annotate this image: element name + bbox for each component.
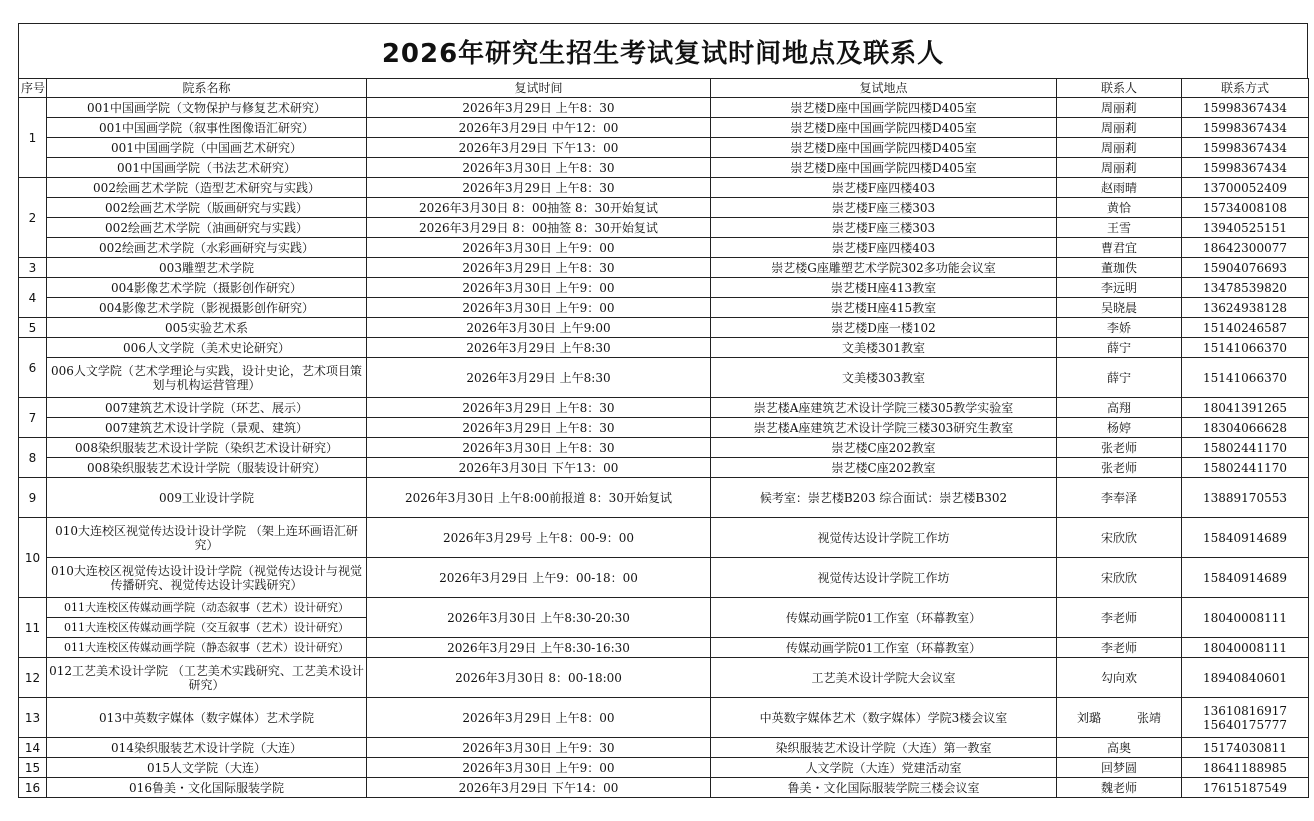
cell-place: 视觉传达设计学院工作坊: [711, 518, 1057, 558]
cell-dept: 005实验艺术系: [47, 318, 367, 338]
cell-contact: 董珈佚: [1057, 258, 1182, 278]
cell-dept: 001中国画学院（中国画艺术研究）: [47, 138, 367, 158]
cell-seq: 12: [19, 658, 47, 698]
cell-contact: 回梦圆: [1057, 758, 1182, 778]
cell-time: 2026年3月29日 下午13：00: [367, 138, 711, 158]
cell-contact: 李远明: [1057, 278, 1182, 298]
cell-phone: 15998367434: [1182, 98, 1309, 118]
cell-time: 2026年3月29日 上午8:30: [367, 358, 711, 398]
cell-time: 2026年3月30日 上午8:30-20:30: [367, 598, 711, 638]
cell-dept: 011大连校区传媒动画学院（静态叙事（艺术）设计研究）: [47, 638, 367, 658]
header-row: [19, 79, 1309, 98]
table-row: [19, 518, 1309, 558]
cell-phone: 15802441170: [1182, 438, 1309, 458]
cell-place: 人文学院（大连）党建活动室: [711, 758, 1057, 778]
table-row: [19, 418, 1309, 438]
cell-dept: 004影像艺术学院（影视摄影创作研究）: [47, 298, 367, 318]
cell-dept: 002绘画艺术学院（版画研究与实践）: [47, 198, 367, 218]
cell-time: 2026年3月29日 上午8：30: [367, 258, 711, 278]
cell-contact: 李老师: [1057, 598, 1182, 638]
cell-seq: 11: [19, 598, 47, 658]
cell-phone: 15140246587: [1182, 318, 1309, 338]
cell-time: 2026年3月30日 上午9:00: [367, 318, 711, 338]
cell-contact: 周丽莉: [1057, 158, 1182, 178]
table-row: [19, 778, 1309, 798]
cell-contact: 宋欣欣: [1057, 518, 1182, 558]
cell-phone: 15998367434: [1182, 118, 1309, 138]
cell-time: 2026年3月30日 上午9：00: [367, 238, 711, 258]
header-place: 复试地点: [711, 79, 1057, 98]
table-row: [19, 138, 1309, 158]
cell-time: 2026年3月30日 上午8:00前报道 8：30开始复试: [367, 478, 711, 518]
cell-dept: 015人文学院（大连）: [47, 758, 367, 778]
cell-phone: 18642300077: [1182, 238, 1309, 258]
cell-dept: 002绘画艺术学院（造型艺术研究与实践）: [47, 178, 367, 198]
cell-seq: 2: [19, 178, 47, 258]
cell-place: 崇艺楼C座202教室: [711, 458, 1057, 478]
cell-time: 2026年3月29日 上午8：30: [367, 98, 711, 118]
table-row: [19, 178, 1309, 198]
cell-phone: 18040008111: [1182, 598, 1309, 638]
table-row: [19, 338, 1309, 358]
cell-time: 2026年3月29日 8：00抽签 8：30开始复试: [367, 218, 711, 238]
cell-seq: 16: [19, 778, 47, 798]
cell-dept: 002绘画艺术学院（水彩画研究与实践）: [47, 238, 367, 258]
cell-seq: 5: [19, 318, 47, 338]
cell-contact: 杨婷: [1057, 418, 1182, 438]
cell-contact: 高奥: [1057, 738, 1182, 758]
cell-time: 2026年3月30日 下午13：00: [367, 458, 711, 478]
cell-dept: 014染织服装艺术设计学院（大连）: [47, 738, 367, 758]
cell-dept: 001中国画学院（书法艺术研究）: [47, 158, 367, 178]
cell-place: 崇艺楼D座中国画学院四楼D405室: [711, 98, 1057, 118]
cell-time: 2026年3月29日 上午8:30: [367, 338, 711, 358]
cell-seq: 15: [19, 758, 47, 778]
cell-phone: 15141066370: [1182, 338, 1309, 358]
cell-time: 2026年3月30日 上午8：30: [367, 438, 711, 458]
table-row: [19, 218, 1309, 238]
cell-seq: 4: [19, 278, 47, 318]
cell-dept: 006人文学院（艺术学理论与实践，设计史论，艺术项目策划与机构运营管理）: [47, 358, 367, 398]
table-row: [19, 238, 1309, 258]
page-title: 2026年研究生招生考试复试时间地点及联系人: [18, 23, 1308, 78]
table-row: [19, 598, 1309, 618]
cell-phone: 13478539820: [1182, 278, 1309, 298]
cell-place: 传媒动画学院01工作室（环幕教室）: [711, 638, 1057, 658]
cell-time: 2026年3月30日 8：00抽签 8：30开始复试: [367, 198, 711, 218]
cell-phone: 15840914689: [1182, 518, 1309, 558]
header-phone: 联系方式: [1182, 79, 1309, 98]
table-row: [19, 698, 1309, 738]
header-dept: 院系名称: [47, 79, 367, 98]
cell-place: 文美楼301教室: [711, 338, 1057, 358]
cell-contact: 吴晓晨: [1057, 298, 1182, 318]
cell-time: 2026年3月29日 上午8：00: [367, 698, 711, 738]
cell-contact: 刘璐 张靖: [1057, 698, 1182, 738]
cell-phone: 15141066370: [1182, 358, 1309, 398]
table-row: [19, 398, 1309, 418]
cell-place: 候考室：崇艺楼B203 综合面试：崇艺楼B302: [711, 478, 1057, 518]
cell-place: 崇艺楼F座四楼403: [711, 178, 1057, 198]
cell-contact: 周丽莉: [1057, 138, 1182, 158]
table-row: [19, 278, 1309, 298]
header-time: 复试时间: [367, 79, 711, 98]
cell-dept: 013中英数字媒体（数字媒体）艺术学院: [47, 698, 367, 738]
cell-place: 崇艺楼C座202教室: [711, 438, 1057, 458]
cell-dept: 009工业设计学院: [47, 478, 367, 518]
table-row: [19, 318, 1309, 338]
cell-contact: 高翔: [1057, 398, 1182, 418]
header-contact: 联系人: [1057, 79, 1182, 98]
cell-phone: 18041391265: [1182, 398, 1309, 418]
cell-dept: 007建筑艺术设计学院（环艺、展示）: [47, 398, 367, 418]
cell-contact: 李老师: [1057, 638, 1182, 658]
cell-contact: 魏老师: [1057, 778, 1182, 798]
cell-time: 2026年3月29日 上午8：30: [367, 418, 711, 438]
cell-phone: 15840914689: [1182, 558, 1309, 598]
cell-seq: 10: [19, 518, 47, 598]
cell-dept: 011大连校区传媒动画学院（动态叙事（艺术）设计研究）: [47, 598, 367, 618]
cell-place: 文美楼303教室: [711, 358, 1057, 398]
table-row: [19, 158, 1309, 178]
cell-dept: 001中国画学院（文物保护与修复艺术研究）: [47, 98, 367, 118]
cell-time: 2026年3月30日 上午9：00: [367, 278, 711, 298]
cell-place: 崇艺楼A座建筑艺术设计学院三楼305教学实验室: [711, 398, 1057, 418]
cell-time: 2026年3月29号 上午8：00-9：00: [367, 518, 711, 558]
table-row: [19, 458, 1309, 478]
cell-contact: 周丽莉: [1057, 118, 1182, 138]
cell-time: 2026年3月29日 下午14：00: [367, 778, 711, 798]
cell-contact: 曹君宜: [1057, 238, 1182, 258]
cell-seq: 13: [19, 698, 47, 738]
cell-time: 2026年3月30日 上午9：30: [367, 738, 711, 758]
spreadsheet: [18, 23, 1308, 798]
schedule-table: [18, 78, 1309, 798]
cell-dept: 002绘画艺术学院（油画研究与实践）: [47, 218, 367, 238]
table-row: [19, 558, 1309, 598]
cell-phone: 15802441170: [1182, 458, 1309, 478]
cell-time: 2026年3月29日 上午8：30: [367, 178, 711, 198]
cell-phone: 15174030811: [1182, 738, 1309, 758]
cell-seq: 7: [19, 398, 47, 438]
cell-dept: 001中国画学院（叙事性图像语汇研究）: [47, 118, 367, 138]
cell-place: 崇艺楼F座三楼303: [711, 198, 1057, 218]
cell-dept: 012工艺美术设计学院 （工艺美术实践研究、工艺美术设计研究）: [47, 658, 367, 698]
cell-place: 染织服装艺术设计学院（大连）第一教室: [711, 738, 1057, 758]
cell-time: 2026年3月30日 8：00-18:00: [367, 658, 711, 698]
header-seq: 序号: [19, 79, 47, 98]
cell-place: 崇艺楼H座415教室: [711, 298, 1057, 318]
cell-time: 2026年3月29日 上午9：00-18：00: [367, 558, 711, 598]
cell-phone: 15904076693: [1182, 258, 1309, 278]
cell-phone: 15998367434: [1182, 138, 1309, 158]
cell-place: 传媒动画学院01工作室（环幕教室）: [711, 598, 1057, 638]
cell-dept: 004影像艺术学院（摄影创作研究）: [47, 278, 367, 298]
cell-place: 崇艺楼D座中国画学院四楼D405室: [711, 158, 1057, 178]
cell-contact: 李奉泽: [1057, 478, 1182, 518]
cell-phone: 15998367434: [1182, 158, 1309, 178]
cell-phone: 18940840601: [1182, 658, 1309, 698]
table-row: [19, 358, 1309, 398]
cell-contact: 薛宁: [1057, 358, 1182, 398]
cell-time: 2026年3月30日 上午9：00: [367, 758, 711, 778]
cell-time: 2026年3月29日 中午12：00: [367, 118, 711, 138]
cell-contact: 赵雨晴: [1057, 178, 1182, 198]
cell-dept: 006人文学院（美术史论研究）: [47, 338, 367, 358]
cell-dept: 010大连校区视觉传达设计设计学院（视觉传达设计与视觉传播研究、视觉传达设计实践研究）: [47, 558, 367, 598]
cell-seq: 3: [19, 258, 47, 278]
cell-place: 崇艺楼H座413教室: [711, 278, 1057, 298]
table-row: [19, 638, 1309, 658]
cell-dept: 016鲁美・文化国际服装学院: [47, 778, 367, 798]
table-row: [19, 258, 1309, 278]
cell-contact: 薛宁: [1057, 338, 1182, 358]
cell-contact: 宋欣欣: [1057, 558, 1182, 598]
cell-place: 崇艺楼G座雕塑艺术学院302多功能会议室: [711, 258, 1057, 278]
cell-phone: 13889170553: [1182, 478, 1309, 518]
cell-phone: 18641188985: [1182, 758, 1309, 778]
cell-seq: 6: [19, 338, 47, 398]
cell-phone: 18040008111: [1182, 638, 1309, 658]
table-row: [19, 758, 1309, 778]
cell-phone: 15734008108: [1182, 198, 1309, 218]
cell-phone: 13940525151: [1182, 218, 1309, 238]
cell-place: 崇艺楼D座中国画学院四楼D405室: [711, 138, 1057, 158]
cell-dept: 010大连校区视觉传达设计设计学院 （架上连环画语汇研究）: [47, 518, 367, 558]
cell-time: 2026年3月29日 上午8:30-16:30: [367, 638, 711, 658]
cell-seq: 8: [19, 438, 47, 478]
cell-place: 崇艺楼F座四楼403: [711, 238, 1057, 258]
cell-contact: 黄恰: [1057, 198, 1182, 218]
cell-contact: 周丽莉: [1057, 98, 1182, 118]
cell-phone: 17615187549: [1182, 778, 1309, 798]
table-row: [19, 738, 1309, 758]
cell-place: 视觉传达设计学院工作坊: [711, 558, 1057, 598]
cell-phone: 13624938128: [1182, 298, 1309, 318]
cell-contact: 勾向欢: [1057, 658, 1182, 698]
table-row: [19, 438, 1309, 458]
cell-seq: 1: [19, 98, 47, 178]
table-body: [19, 98, 1309, 798]
cell-dept: 003雕塑艺术学院: [47, 258, 367, 278]
cell-place: 崇艺楼F座三楼303: [711, 218, 1057, 238]
cell-place: 鲁美・文化国际服装学院三楼会议室: [711, 778, 1057, 798]
cell-place: 崇艺楼D座一楼102: [711, 318, 1057, 338]
table-row: [19, 198, 1309, 218]
cell-place: 崇艺楼A座建筑艺术设计学院三楼303研究生教室: [711, 418, 1057, 438]
cell-place: 中英数字媒体艺术（数字媒体）学院3楼会议室: [711, 698, 1057, 738]
cell-contact: 王雪: [1057, 218, 1182, 238]
table-row: [19, 298, 1309, 318]
cell-place: 工艺美术设计学院大会议室: [711, 658, 1057, 698]
cell-contact: 张老师: [1057, 438, 1182, 458]
table-row: [19, 98, 1309, 118]
table-row: [19, 478, 1309, 518]
cell-time: 2026年3月30日 上午8：30: [367, 158, 711, 178]
cell-place: 崇艺楼D座中国画学院四楼D405室: [711, 118, 1057, 138]
cell-dept: 008染织服装艺术设计学院（服装设计研究）: [47, 458, 367, 478]
cell-contact: 李娇: [1057, 318, 1182, 338]
cell-time: 2026年3月30日 上午9：00: [367, 298, 711, 318]
cell-phone: 18304066628: [1182, 418, 1309, 438]
cell-seq: 9: [19, 478, 47, 518]
cell-dept: 007建筑艺术设计学院（景观、建筑）: [47, 418, 367, 438]
cell-contact: 张老师: [1057, 458, 1182, 478]
cell-phone: 13700052409: [1182, 178, 1309, 198]
cell-dept: 011大连校区传媒动画学院（交互叙事（艺术）设计研究）: [47, 618, 367, 638]
cell-seq: 14: [19, 738, 47, 758]
cell-time: 2026年3月29日 上午8：30: [367, 398, 711, 418]
cell-phone: 13610816917 15640175777: [1182, 698, 1309, 738]
table-row: [19, 658, 1309, 698]
cell-dept: 008染织服装艺术设计学院（染织艺术设计研究）: [47, 438, 367, 458]
table-row: [19, 118, 1309, 138]
